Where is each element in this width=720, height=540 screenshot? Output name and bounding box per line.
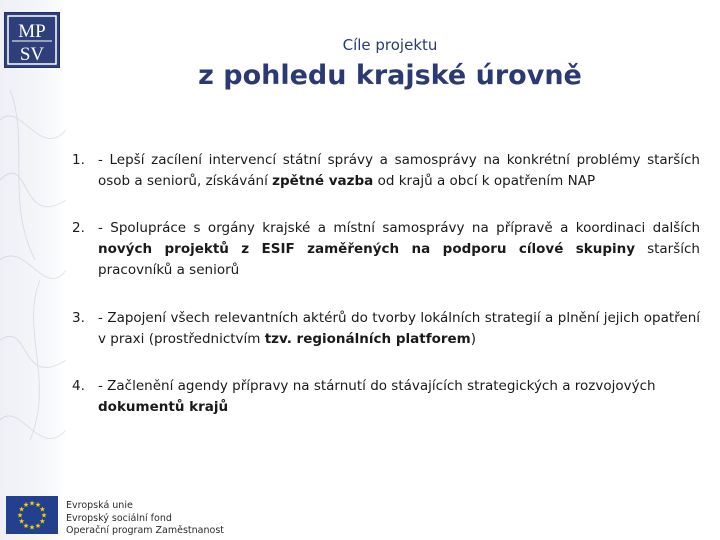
eu-star-icon: ★ bbox=[34, 521, 42, 530]
slide-subtitle: Cíle projektu bbox=[342, 36, 438, 54]
item-text-bold: zpětné vazba bbox=[272, 173, 374, 189]
item-text bbox=[98, 376, 700, 418]
item-text-bold: dokumentů krajů bbox=[98, 399, 229, 415]
item-text-segment: - Začlenění agendy přípravy na stárnutí do stávajících strategických a rozvojových bbox=[98, 378, 656, 394]
item-text-bold: tzv. regionálních platforem bbox=[264, 331, 471, 347]
eu-flag-logo bbox=[6, 496, 58, 534]
item-text-bold: nových projektů z ESIF zaměřených na podporu cílové skupiny bbox=[98, 241, 636, 257]
item-text-segment: ) bbox=[470, 331, 477, 347]
eu-star-icon: ★ bbox=[34, 501, 42, 510]
list-item bbox=[72, 376, 700, 418]
footer-funding-text bbox=[66, 500, 224, 538]
item-text-segment: - Zapojení všech relevantních aktérů do tvorby lokálních strategií a plnění jejich opatření v praxi (prostřednictvím bbox=[98, 310, 700, 347]
list-item bbox=[72, 150, 700, 192]
item-text-segment: starších pracovníků a seniorů bbox=[98, 241, 700, 278]
item-text bbox=[98, 218, 700, 281]
logo-text-bottom: SV bbox=[19, 44, 45, 65]
item-text bbox=[98, 308, 700, 350]
eu-star-icon: ★ bbox=[28, 499, 36, 508]
eu-star-icon: ★ bbox=[18, 505, 25, 514]
footer-line: Operační program Zaměstnanost bbox=[66, 525, 225, 536]
item-number: 3. bbox=[72, 310, 85, 326]
item-text-segment: - Lepší zacílení intervencí státní správy a samosprávy na konkrétní problémy starších osob a seniorů, získávání bbox=[98, 152, 700, 189]
eu-star-icon: ★ bbox=[22, 521, 30, 530]
eu-star-icon: ★ bbox=[39, 505, 46, 514]
item-text-segment: od krajů a obcí k opatřením NAP bbox=[373, 173, 596, 189]
item-text-segment: - Spolupráce s orgány krajské a místní samosprávy na přípravě a koordinaci dalších bbox=[98, 220, 700, 236]
list-item bbox=[72, 308, 700, 350]
item-text bbox=[98, 150, 700, 192]
footer-line: Evropský sociální fond bbox=[66, 512, 172, 524]
list-item bbox=[72, 218, 700, 281]
eu-star-icon: ★ bbox=[28, 523, 36, 532]
eu-star-icon: ★ bbox=[39, 517, 46, 526]
eu-star-icon: ★ bbox=[18, 517, 25, 526]
eu-star-icon: ★ bbox=[40, 511, 48, 520]
eu-star-icon: ★ bbox=[22, 501, 30, 510]
logo-text-top: MP bbox=[18, 21, 46, 42]
item-number: 2. bbox=[72, 220, 85, 236]
item-number: 4. bbox=[72, 378, 85, 394]
slide-title: z pohledu krajské úrovně bbox=[198, 60, 582, 91]
item-number: 1. bbox=[72, 152, 85, 168]
footer-line: Evropská unie bbox=[66, 500, 133, 511]
eu-star-icon: ★ bbox=[16, 511, 24, 520]
